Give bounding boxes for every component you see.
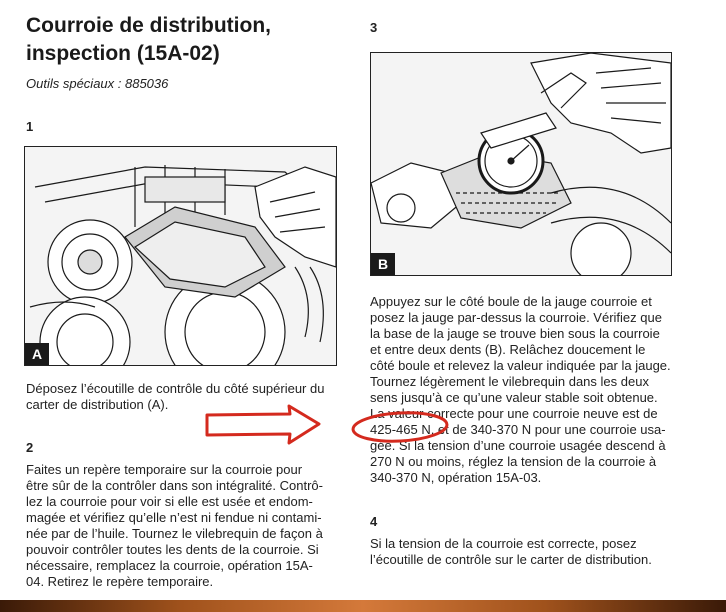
text-line: Déposez l’écoutille de contrôle du côté supérieur du [26,381,325,396]
text-line: et entre deux dents (B). Relâchez doucement le [370,342,646,357]
text-line: Tournez légèrement le vilebrequin dans les deux [370,374,649,389]
text-line: lez la courroie pour voir si elle est usée et endom- [26,494,313,509]
text-line: 425-465 N, et de 340-370 N pour une courroie usa- [370,422,666,437]
text-line: la base de la jauge se trouve bien sous la courroie [370,326,660,341]
text-line: 270 N ou moins, réglez la tension de la courroie à [370,454,657,469]
text-line: nécessaire, remplacez la courroie, opération 15A- [26,558,313,573]
text-line: être sûr de la contrôler dans son intégralité. Contrô- [26,478,323,493]
text-line: gée. Si la tension d’une courroie usagée descend à [370,438,666,453]
text-line: Faites un repère temporaire sur la courroie pour [26,462,303,477]
text-line: l’écoutille de contrôle sur le carter de distribution. [370,552,652,567]
text-line: côté boule et relevez la valeur indiquée par la jauge. [370,358,671,373]
step-3-number: 3 [370,20,378,35]
text-line: magée et vérifiez qu’elle n’est ni fendue ni contami- [26,510,322,525]
title-line-1: Courroie de distribution, [26,14,271,37]
step-1-number: 1 [26,119,34,134]
text-line: sens jusqu’à ce qu’une valeur stable soit obtenue. [370,390,658,405]
text-line: posez la jauge par-dessus la courroie. Vérifiez que [370,310,662,325]
footer-bar [0,600,726,612]
figure-a-label: A [25,343,49,365]
title-line-2: inspection (15A-02) [26,42,220,65]
text-line: carter de distribution (A). [26,397,169,412]
text-line: La valeur correcte pour une courroie neuve est de [370,406,658,421]
text-line: 04. Retirez le repère temporaire. [26,574,214,589]
text-line: Appuyez sur le côté boule de la jauge courroie et [370,294,652,309]
text-line: née par de l’huile. Tournez le vilebrequin de façon à [26,526,323,541]
text-line: pouvoir contrôler toutes les dents de la courroie. Si [26,542,319,557]
special-tools: Outils spéciaux : 885036 [26,76,169,91]
arrow-annotation-icon [207,406,319,443]
text-line: 340-370 N, opération 15A-03. [370,470,542,485]
step-2-number: 2 [26,440,34,455]
ellipse-annotation-icon [352,411,447,444]
text-line: Si la tension de la courroie est correcte, posez [370,536,637,551]
step-4-number: 4 [370,514,378,529]
figure-b-label: B [371,253,395,275]
